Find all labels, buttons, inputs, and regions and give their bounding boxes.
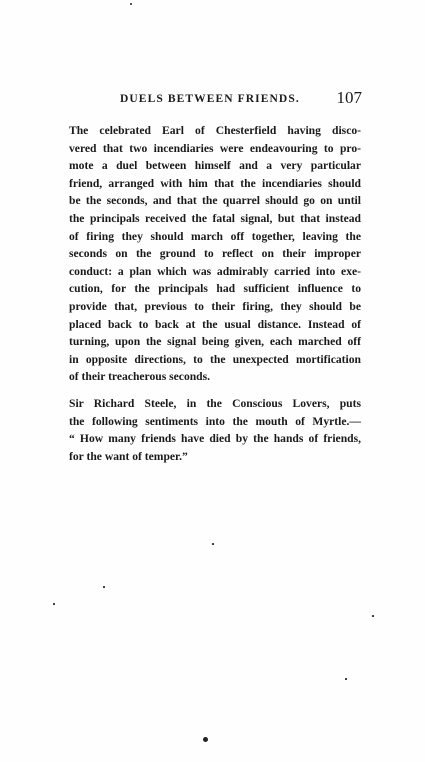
text-line: seconds on the ground to reflect on their improper — [69, 247, 361, 261]
text-line: the following sentiments into the mouth of Myrtle.— — [69, 414, 361, 428]
page-number: 107 — [336, 88, 362, 107]
text-line: for the want of temper.” — [69, 449, 188, 463]
running-title: DUELS BETWEEN FRIENDS. — [120, 93, 300, 105]
ink-speck — [203, 737, 208, 742]
ink-speck — [372, 615, 374, 617]
text-line: mote a duel between himself and a very particular — [69, 159, 361, 173]
text-line: provide that, previous to their firing, they should be — [69, 299, 361, 313]
text-line: the principals received the fatal signal, but that instead — [69, 211, 361, 225]
ink-speck — [53, 603, 55, 605]
text-line: turning, upon the signal being given, each marched off — [69, 335, 361, 349]
text-line: of firing they should march off together, leaving the — [69, 229, 361, 243]
running-head — [60, 90, 362, 110]
paragraph-steele — [69, 395, 361, 465]
paragraph-chesterfield — [69, 122, 361, 386]
text-line: be the seconds, and that the quarrel should go on until — [69, 194, 361, 208]
text-line: cution, for the principals had sufficient influence to — [69, 282, 361, 296]
text-line: Sir Richard Steele, in the Conscious Lovers, puts — [69, 397, 361, 410]
ink-speck — [212, 543, 214, 545]
text-line: vered that two incendiaries were endeavouring to pro- — [69, 141, 361, 155]
text-line: The celebrated Earl of Chesterfield having disco- — [69, 124, 361, 137]
ink-speck — [345, 678, 347, 680]
text-line: “ How many friends have died by the hands of friends, — [69, 432, 361, 446]
text-line: friend, arranged with him that the incendiaries should — [69, 176, 361, 190]
ink-speck — [130, 3, 132, 5]
text-line: conduct: a plan which was admirably carried into exe- — [69, 264, 361, 278]
text-line: in opposite directions, to the unexpected mortification — [69, 352, 361, 366]
text-line: placed back to back at the usual distance. Instead of — [69, 317, 361, 331]
ink-speck — [103, 586, 105, 588]
text-line: of their treacherous seconds. — [69, 370, 211, 384]
